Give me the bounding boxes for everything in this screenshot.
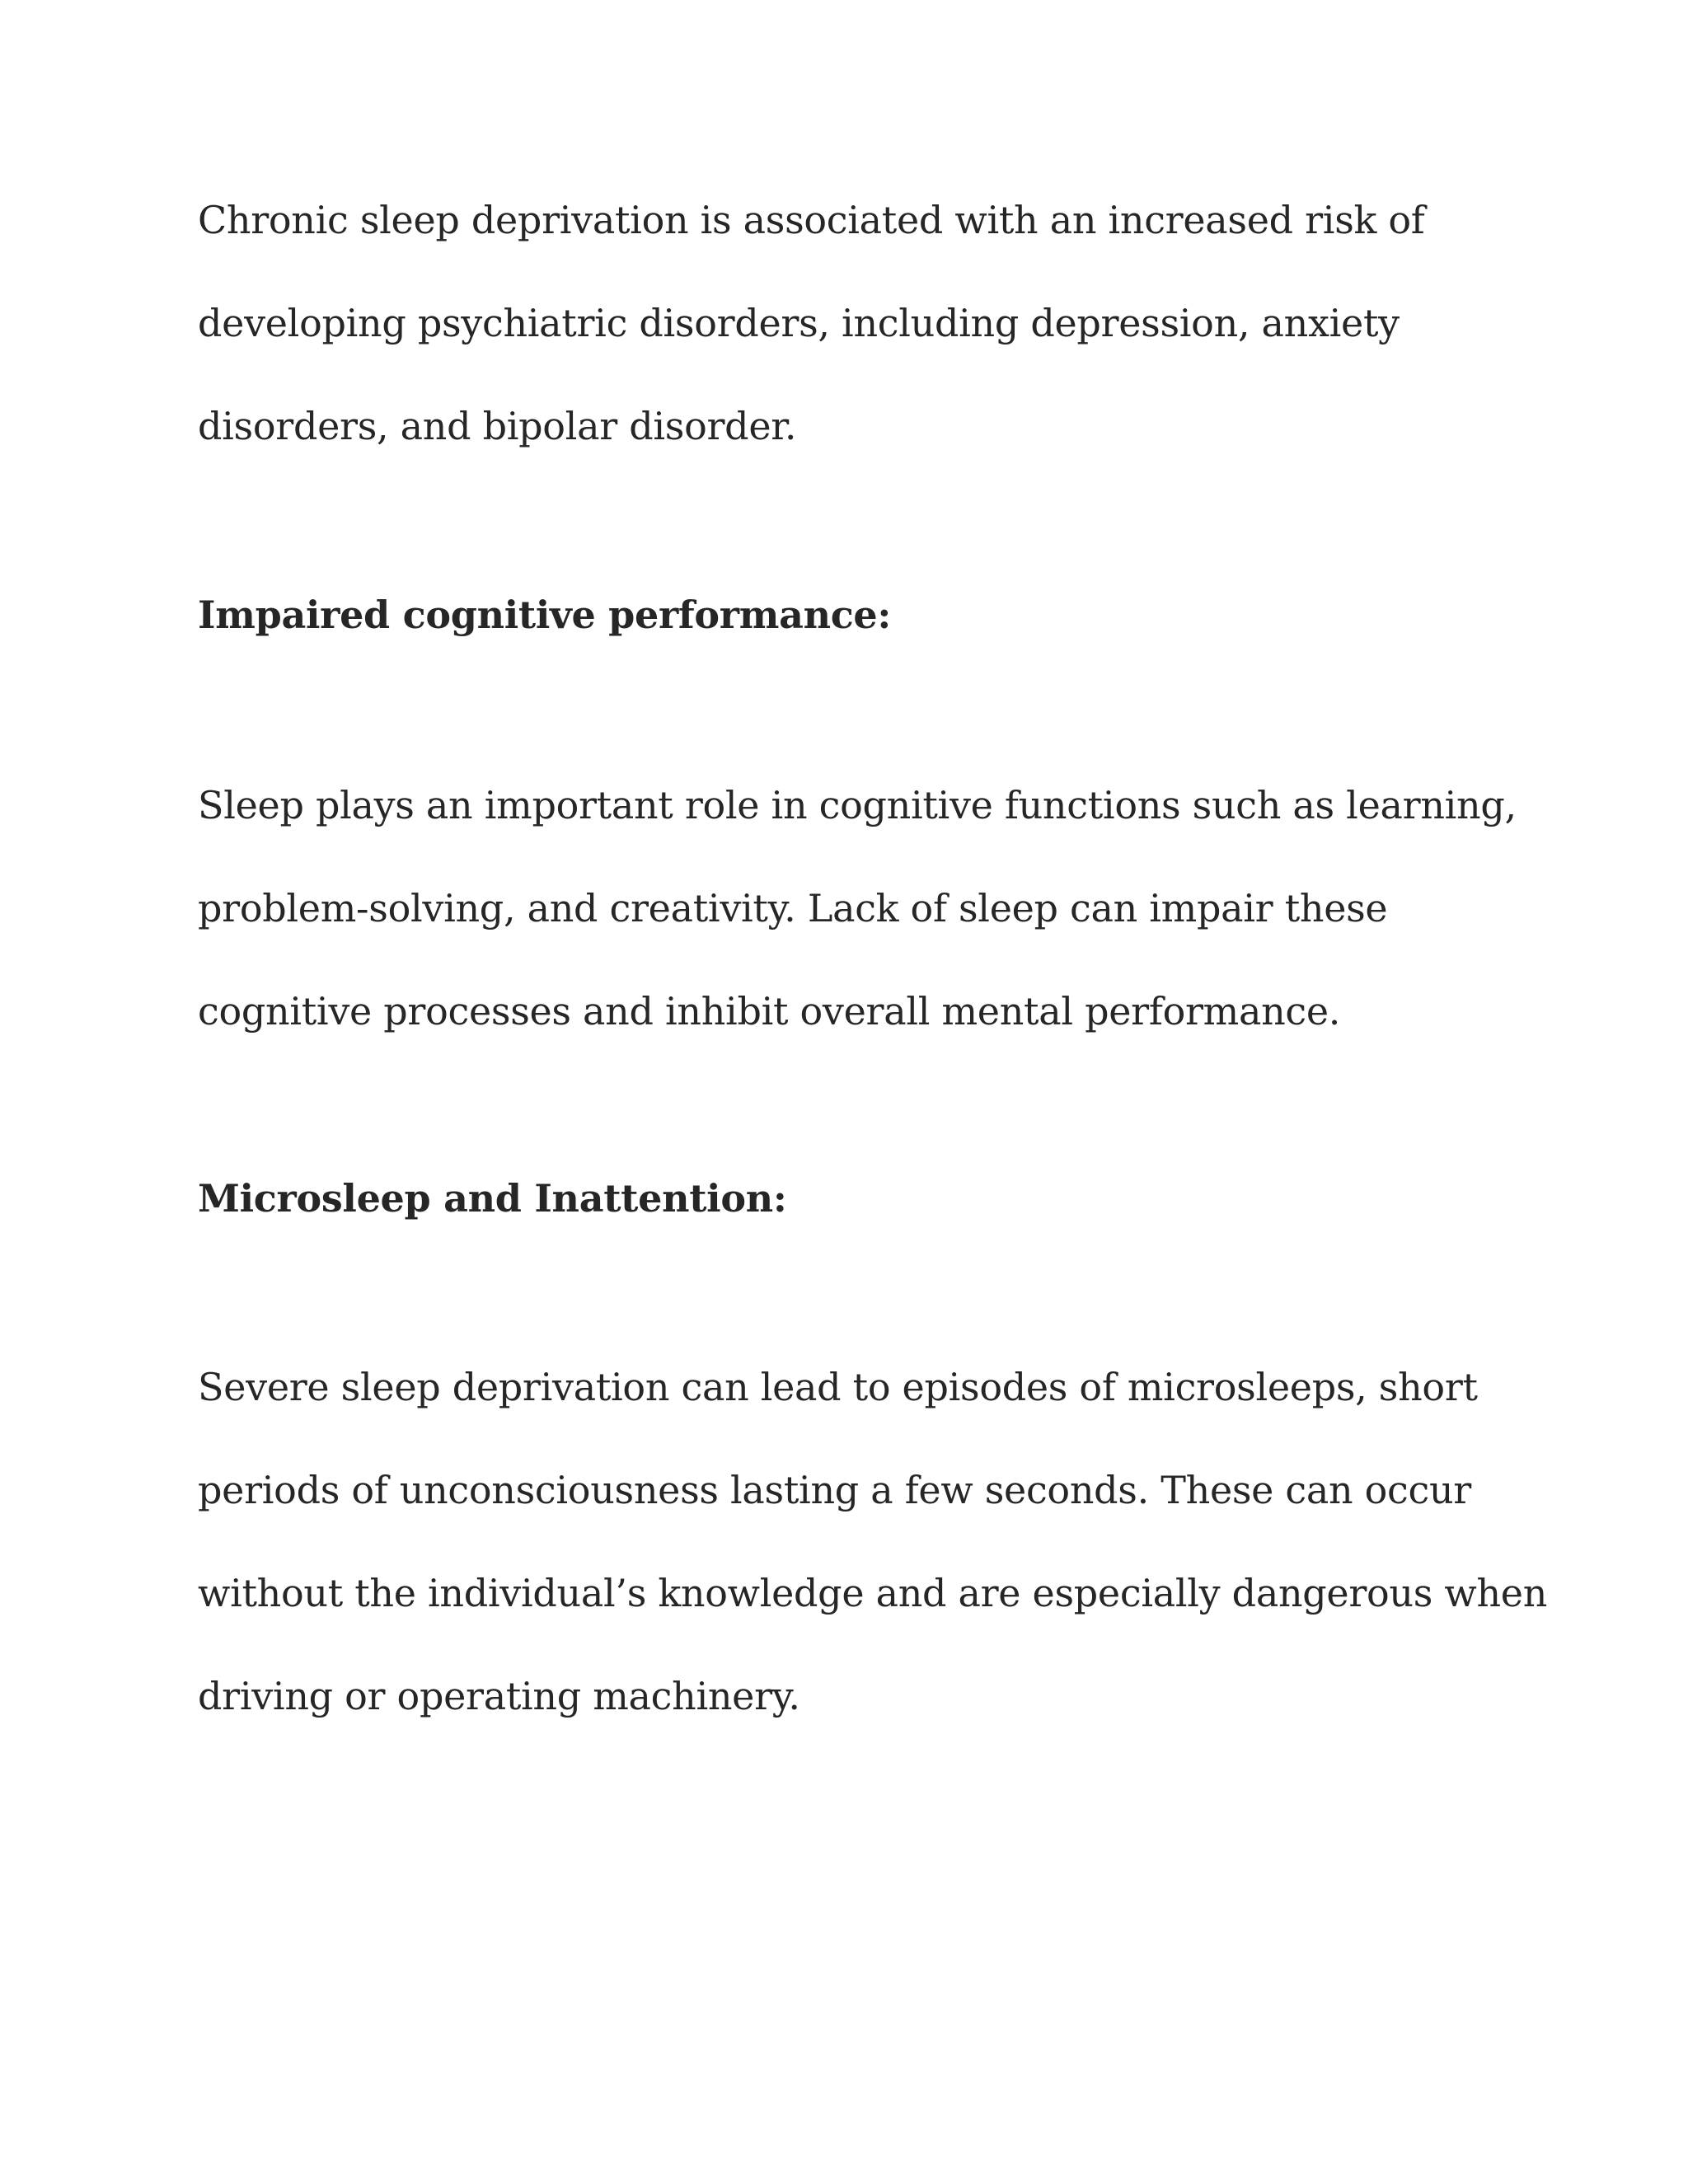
paragraph-line: problem-solving, and creativity. Lack of sleep can impair these [198,886,1388,930]
paragraph-microsleeps [198,1336,1548,1748]
paragraph-cognitive-functions [198,754,1533,1063]
paragraph-psychiatric-risk [198,169,1533,478]
paragraph-line: driving or operating machinery. [198,1674,800,1718]
paragraph-line: without the individual’s knowledge and are especially dangerous when [198,1571,1548,1615]
heading-microsleep-and-inattention: Microsleep and Inattention: [198,1176,787,1221]
paragraph-line: cognitive processes and inhibit overall mental performance. [198,989,1341,1033]
paragraph-line: Severe sleep deprivation can lead to episodes of microsleeps, short [198,1365,1478,1409]
paragraph-line: Sleep plays an important role in cognitive functions such as learning, [198,783,1517,827]
paragraph-line: developing psychiatric disorders, including depression, anxiety [198,301,1400,345]
heading-impaired-cognitive-performance: Impaired cognitive performance: [198,593,892,637]
paragraph-line: periods of unconsciousness lasting a few seconds. These can occur [198,1468,1471,1512]
paragraph-line: Chronic sleep deprivation is associated with an increased risk of [198,198,1425,242]
paragraph-line: disorders, and bipolar disorder. [198,404,797,448]
